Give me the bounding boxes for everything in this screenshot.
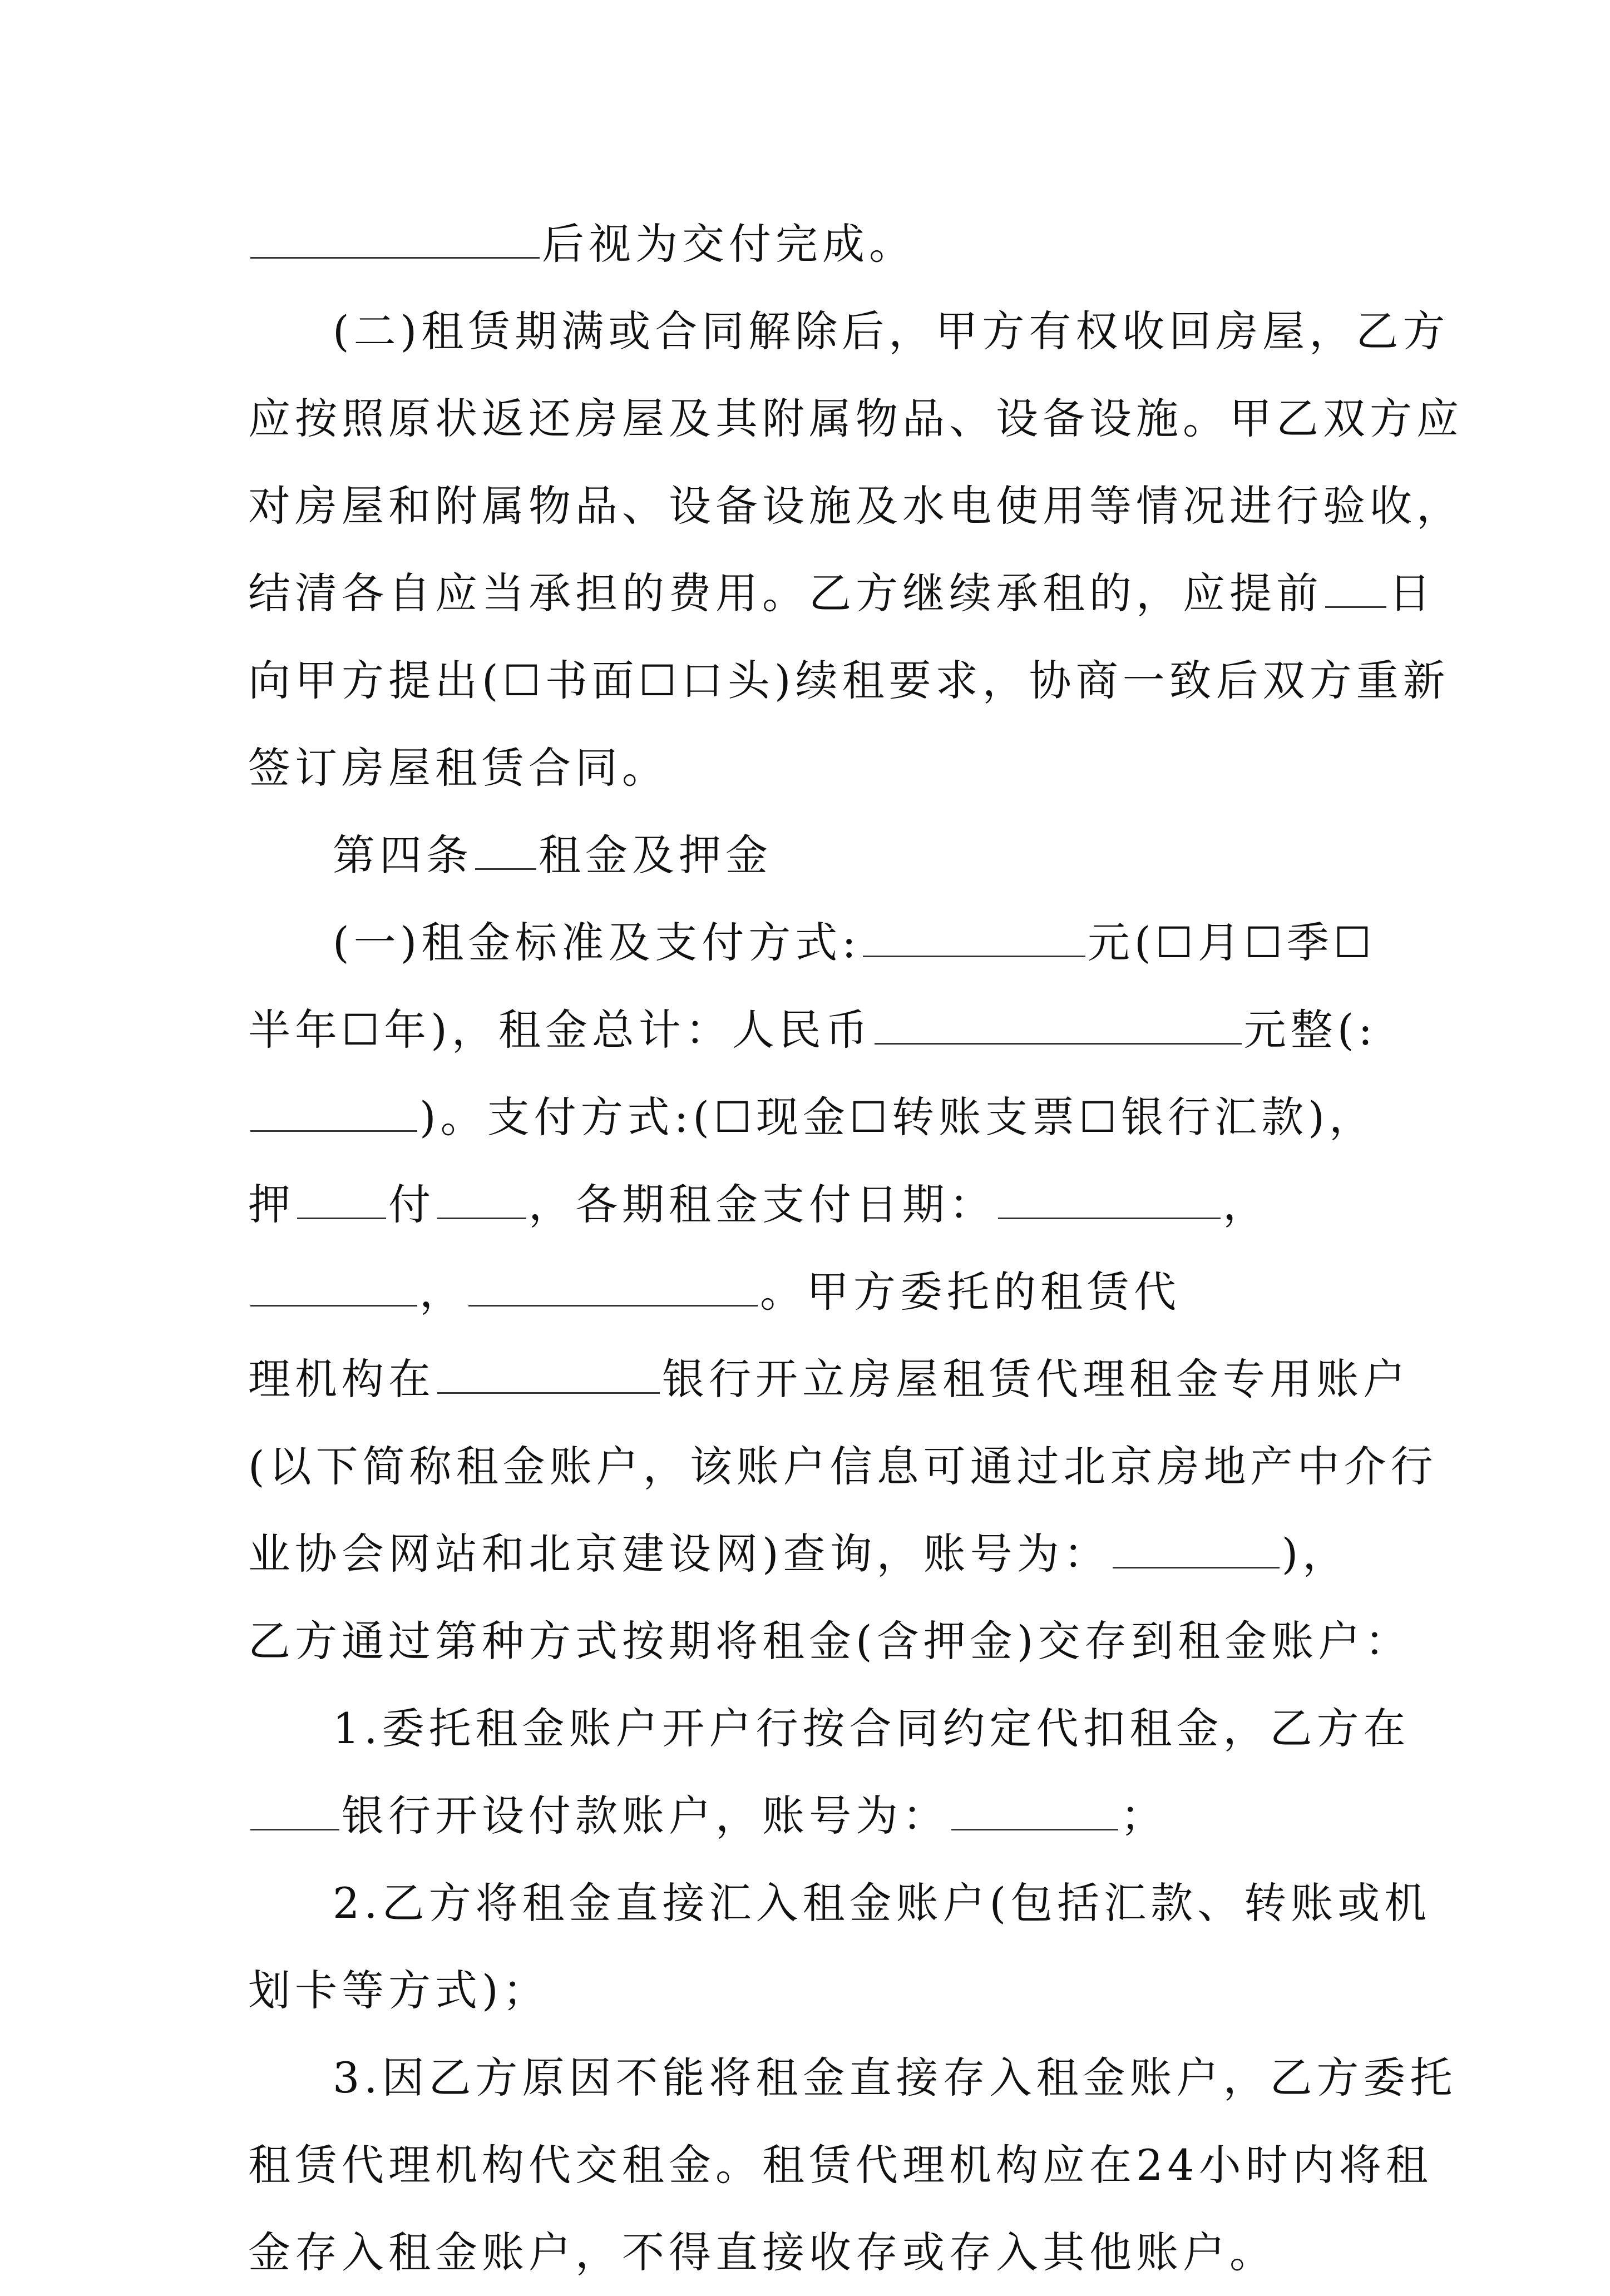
text-line xyxy=(248,2121,1433,2209)
text-run: 付 xyxy=(388,1180,435,1229)
text-run: 元整(: xyxy=(1243,1005,1377,1055)
text-run: 后视为交付完成。 xyxy=(542,219,916,269)
fill-blank xyxy=(250,1096,417,1132)
text-run: 2.乙方将租金直接汇入租金账户(包括汇款、转账或机 xyxy=(333,1878,1431,1928)
text-line xyxy=(248,1597,1428,1685)
text-run: 应按照原状返还房屋及其附属物品、设备设施。甲乙双方应 xyxy=(248,394,1463,443)
text-run: ， xyxy=(1223,1180,1270,1229)
text-run: 3.因乙方原因不能将租金直接存入租金账户，乙方委托 xyxy=(333,2053,1457,2102)
paragraph-start xyxy=(248,288,1450,375)
document-body xyxy=(248,200,1463,2296)
fill-blank xyxy=(875,1008,1242,1045)
fill-blank xyxy=(297,1183,386,1219)
text-line xyxy=(248,550,1435,637)
text-line xyxy=(248,2209,1428,2296)
fill-blank xyxy=(951,1794,1118,1830)
text-line xyxy=(248,1335,1428,1423)
fill-blank xyxy=(250,1270,417,1307)
fill-blank xyxy=(250,1794,339,1830)
fill-blank xyxy=(998,1183,1221,1219)
text-run: (二)租赁期满或合同解除后，甲方有权收回房屋，乙方 xyxy=(333,306,1450,356)
section-title: 租金及押金 xyxy=(539,830,772,880)
fill-blank xyxy=(1113,1532,1280,1568)
text-run: 押 xyxy=(248,1180,295,1229)
text-line xyxy=(248,986,1428,1073)
text-line xyxy=(248,462,1463,550)
text-line xyxy=(248,1073,1428,1161)
text-run: 。甲方委托的租赁代 xyxy=(760,1267,1181,1317)
text-run: (以下简称租金账户，该账户信息可通过北京房地产中介行 xyxy=(248,1442,1438,1491)
text-line xyxy=(248,375,1463,462)
paragraph-start xyxy=(248,899,1428,986)
section-heading xyxy=(248,811,1428,899)
list-item-start xyxy=(248,2034,1457,2121)
text-line xyxy=(248,1423,1438,1510)
fill-blank xyxy=(863,921,1085,957)
text-run: )， xyxy=(1281,1529,1350,1578)
text-run: ，各期租金支付日期： xyxy=(529,1180,996,1229)
text-run: 日 xyxy=(1389,568,1435,618)
text-run: ， xyxy=(419,1267,466,1317)
text-run: 向甲方提出(☐书面☐口头)续租要求，协商一致后双方重新 xyxy=(248,656,1450,705)
fill-blank xyxy=(437,1183,526,1219)
text-run: 租赁代理机构代交租金。租赁代理机构应在24小时内将租 xyxy=(248,2140,1433,2190)
text-run: 1.委托租金账户开户行按合同约定代扣租金，乙方在 xyxy=(333,1704,1410,1753)
text-line xyxy=(248,1510,1428,1597)
fill-blank xyxy=(468,1270,758,1307)
text-line xyxy=(248,1248,1428,1335)
list-item-start xyxy=(248,1685,1428,1772)
section-number: 第四条 xyxy=(333,830,473,880)
text-run: 银行开立房屋租赁代理租金专用账户 xyxy=(662,1354,1410,1404)
text-run: ； xyxy=(1120,1791,1167,1840)
text-run: 理机构在 xyxy=(248,1354,435,1404)
text-run: 金存入租金账户，不得直接收存或存入其他账户。 xyxy=(248,2228,1276,2277)
text-run: 半年☐年)，租金总计：人民币 xyxy=(248,1005,872,1055)
text-line xyxy=(248,200,1428,288)
list-item-start xyxy=(248,1859,1431,1947)
text-run: 签订房屋租赁合同。 xyxy=(248,743,669,793)
text-run: 元(☐月☐季☐ xyxy=(1087,918,1376,967)
text-run: 乙方通过第种方式按期将租金(含押金)交存到租金账户： xyxy=(248,1616,1412,1666)
text-run: )。支付方式:(☐现金☐转账支票☐银行汇款)， xyxy=(419,1092,1376,1142)
text-line xyxy=(248,724,1428,811)
text-line xyxy=(248,1161,1428,1248)
text-run: (一)租金标准及支付方式: xyxy=(333,918,861,967)
text-line xyxy=(248,1772,1428,1859)
text-run: 对房屋和附属物品、设备设施及水电使用等情况进行验收， xyxy=(248,481,1463,531)
text-run: 业协会网站和北京建设网)查询，账号为： xyxy=(248,1529,1110,1578)
fill-blank xyxy=(437,1358,660,1394)
fill-blank xyxy=(250,222,540,259)
fill-blank xyxy=(1325,572,1386,608)
text-run: 银行开设付款账户，账号为： xyxy=(342,1791,949,1840)
text-line xyxy=(248,1947,1428,2034)
text-run: 划卡等方式)； xyxy=(248,1966,550,2015)
text-line xyxy=(248,637,1450,724)
fill-blank xyxy=(475,834,536,870)
text-run: 结清各自应当承担的费用。乙方继续承租的，应提前 xyxy=(248,568,1323,618)
